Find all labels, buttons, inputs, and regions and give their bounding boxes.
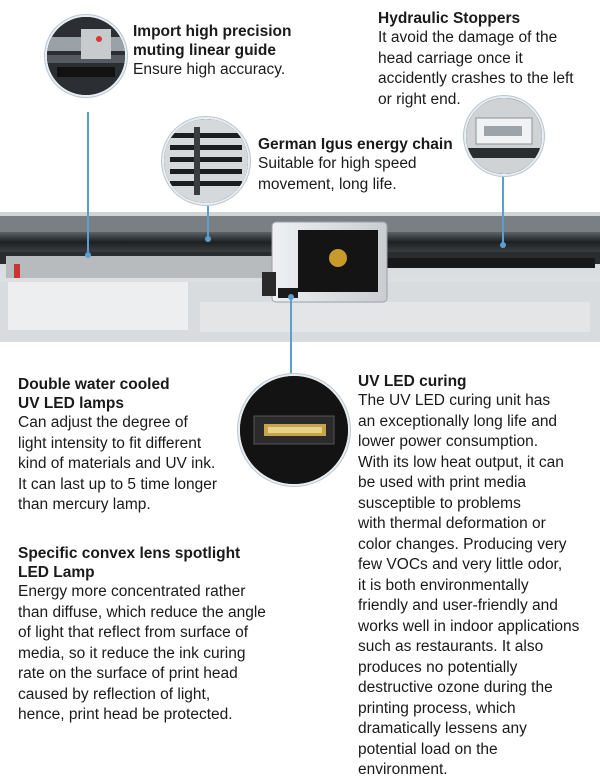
feature-title: UV LED lamps [18, 395, 124, 412]
feature-desc: works well in indoor applications [358, 617, 580, 635]
uv-led-lamp-detail-photo [238, 374, 350, 486]
connector-dot [500, 242, 506, 248]
feature-desc: few VOCs and very little odor, [358, 556, 563, 573]
feature-desc: susceptible to problems [358, 494, 521, 512]
feature-desc: printing process, which [358, 699, 516, 717]
feature-desc: such as restaurants. It also [358, 638, 544, 655]
feature-desc: media, so it reduce the ink curing [18, 644, 246, 662]
connector-dot [85, 252, 91, 258]
feature-desc: dramatically lessens any [358, 720, 527, 737]
feature-title: LED Lamp [18, 564, 95, 581]
feature-desc: Ensure high accuracy. [133, 61, 286, 78]
feature-desc: head carriage once it [378, 49, 523, 67]
feature-title: German Igus energy chain [258, 136, 453, 153]
feature-desc: It can last up to 5 time longer [18, 475, 218, 493]
feature-desc: it is both environmentally [358, 576, 529, 594]
feature-title: muting linear guide [133, 42, 276, 59]
feature-title: UV LED curing [358, 373, 467, 390]
feature-title: Double water cooled [18, 376, 170, 393]
feature-desc: Suitable for high speed [258, 155, 417, 172]
feature-title: Import high precision [133, 23, 292, 40]
feature-title: Hydraulic Stoppers [378, 10, 521, 27]
feature-desc: It avoid the damage of the [378, 29, 558, 46]
feature-desc: environment. [358, 761, 448, 778]
feature-desc: of light that reflect from surface of [18, 624, 249, 641]
feature-desc: produces no potentially [358, 658, 518, 676]
connector-line [290, 296, 292, 378]
feature-desc: with thermal deformation or [358, 515, 546, 532]
feature-desc: light intensity to fit different [18, 434, 202, 452]
feature-energy-chain [258, 135, 453, 195]
feature-water-cooled-lamps [18, 375, 217, 516]
feature-desc: The UV LED curing unit has [358, 392, 551, 409]
feature-desc: kind of materials and UV ink. [18, 455, 216, 472]
feature-desc: than mercury lamp. [18, 496, 151, 513]
feature-desc: friendly and user-friendly and [358, 597, 558, 614]
connector-dot [288, 294, 294, 300]
connector-line [87, 112, 89, 252]
connector-line [502, 168, 504, 244]
feature-desc: potential load on the [358, 740, 498, 758]
feature-desc: movement, long life. [258, 175, 397, 193]
printer-machine-photo [0, 212, 600, 342]
feature-desc: rate on the surface of print head [18, 665, 238, 682]
feature-desc: be used with print media [358, 474, 527, 491]
feature-desc: or right end. [378, 90, 461, 108]
feature-desc: With its low heat output, it can [358, 453, 564, 471]
feature-desc: lower power consumption. [358, 433, 539, 450]
connector-dot [205, 236, 211, 242]
feature-desc: Can adjust the degree of [18, 414, 188, 431]
feature-desc: accidently crashes to the left [378, 70, 574, 87]
feature-desc: an exceptionally long life and [358, 412, 558, 430]
feature-desc: than diffuse, which reduce the angle [18, 603, 266, 621]
feature-desc: Energy more concentrated rather [18, 583, 246, 600]
feature-convex-lens [18, 544, 266, 726]
linear-guide-detail-photo [45, 15, 127, 97]
feature-desc: hence, print head be protected. [18, 706, 233, 723]
feature-title: Specific convex lens spotlight [18, 545, 241, 562]
feature-uv-led-curing [358, 372, 579, 781]
feature-desc: color changes. Producing very [358, 535, 567, 553]
connector-line [207, 206, 209, 239]
energy-chain-detail-photo [162, 117, 250, 205]
feature-desc: caused by reflection of light, [18, 685, 211, 703]
feature-linear-guide [133, 22, 291, 81]
feature-hydraulic-stoppers [378, 9, 574, 110]
feature-desc: destructive ozone during the [358, 679, 553, 696]
